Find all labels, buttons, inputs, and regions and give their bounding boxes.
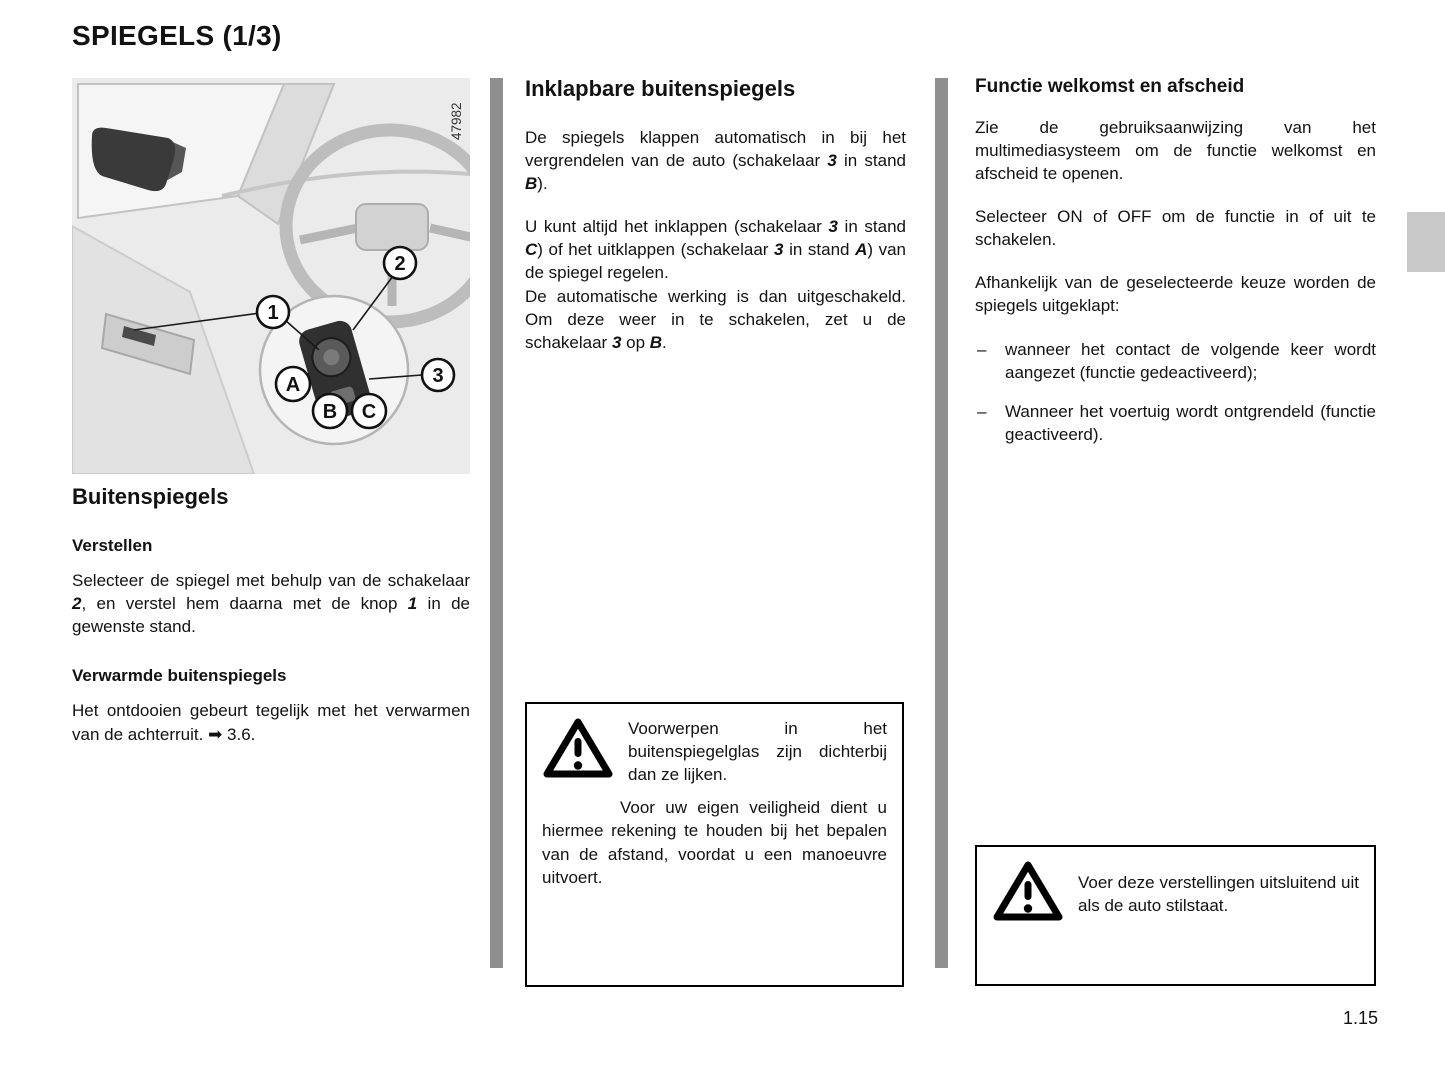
subheading-verwarmde-buitenspiegels: Verwarmde buitenspiegels (72, 666, 287, 686)
section-heading-inklapbare-buitenspiegels: Inklapbare buitenspiegels (525, 76, 796, 101)
svg-text:B: B (322, 401, 338, 423)
warning-box-stationary (975, 845, 1376, 986)
bullet-dash: – (977, 401, 987, 421)
section-tab-marker (1407, 212, 1445, 272)
figure-ref-number: 47982 (449, 102, 464, 140)
column-divider-2 (935, 78, 948, 968)
mirror-figure (72, 78, 470, 474)
left-column (72, 482, 470, 766)
paragraph-welkomst-2: Selecteer ON of OFF om de functie in of uit te schakelen. (975, 207, 1376, 250)
callout-3 (422, 359, 454, 391)
warning-text-1: Voorwerpen in het buitenspiegelglas zijn dichterbij dan ze lijken. (628, 719, 887, 785)
paragraph-verstellen: Selecteer de spiegel met behulp van de schakelaar 2, en verstel hem daarna met de knop 1 in de gewenste stand. (72, 571, 470, 637)
warning-text-2: Voor uw eigen veiligheid dient u hiermee rekening te houden bij het bepalen van de afstand, voordat u een manoeuvre uitvoert. (542, 798, 887, 887)
bullet-dash: – (977, 339, 987, 359)
page-title: SPIEGELS (1/3) (72, 20, 282, 51)
paragraph-welkomst-1: Zie de gebruiksaanwijzing van het multimediasysteem om de functie welkomst en afscheid te openen. (975, 117, 1376, 184)
list-item (975, 400, 1376, 446)
paragraph-inklappen-3: De automatische werking is dan uitgeschakeld. Om deze weer in te schakelen, zet u de schakelaar 3 op B. (525, 286, 906, 352)
column-divider-1 (490, 78, 503, 968)
callout-C (352, 394, 386, 428)
paragraph-welkomst-3: Afhankelijk van de geselecteerde keuze worden de spiegels uitgeklapt: (975, 273, 1376, 316)
list-item (975, 338, 1376, 384)
warning-icon (992, 860, 1064, 928)
middle-column (525, 74, 906, 354)
svg-text:A: A (285, 374, 301, 396)
paragraph-inklappen-2: U kunt altijd het inklappen (schakelaar 3 in stand C) of het uitklappen (schakelaar 3 in stand A) van de spiegel regelen. (525, 217, 907, 283)
paragraph-verwarmde-buitenspiegels: Het ontdooien gebeurt tegelijk met het verwarmen van de achterruit. ➡ 3.6. (72, 701, 470, 744)
svg-text:3: 3 (432, 365, 444, 387)
figure-illustration (72, 78, 470, 474)
paragraph-inklappen-1: De spiegels klappen automatisch in bij het vergrendelen van de auto (schakelaar 3 in stand B). (525, 127, 907, 194)
list-item-text: Wanneer het voertuig wordt ontgrendeld (functie geactiveerd). (1005, 401, 1376, 444)
callout-A (276, 367, 310, 401)
callout-B (313, 394, 347, 428)
svg-text:2: 2 (394, 253, 406, 275)
subheading-verstellen: Verstellen (72, 535, 153, 555)
svg-text:C: C (361, 401, 377, 423)
callout-2 (384, 247, 416, 279)
warning-box-mirror-distance (525, 702, 904, 987)
section-heading-buitenspiegels: Buitenspiegels (72, 484, 229, 509)
warning-icon (542, 717, 614, 786)
section-heading-functie-welkomst: Functie welkomst en afscheid (975, 76, 1245, 97)
warning-text-stationary: Voer deze verstellingen uitsluitend uit als de auto stilstaat. (1078, 872, 1359, 916)
list-item-text: wanneer het contact de volgende keer wordt aangezet (functie gedeactiveerd); (1005, 339, 1376, 382)
svg-text:1: 1 (267, 302, 279, 324)
page-number: 1.15 (1342, 1008, 1378, 1028)
right-column (975, 74, 1376, 462)
callout-1 (257, 296, 289, 328)
